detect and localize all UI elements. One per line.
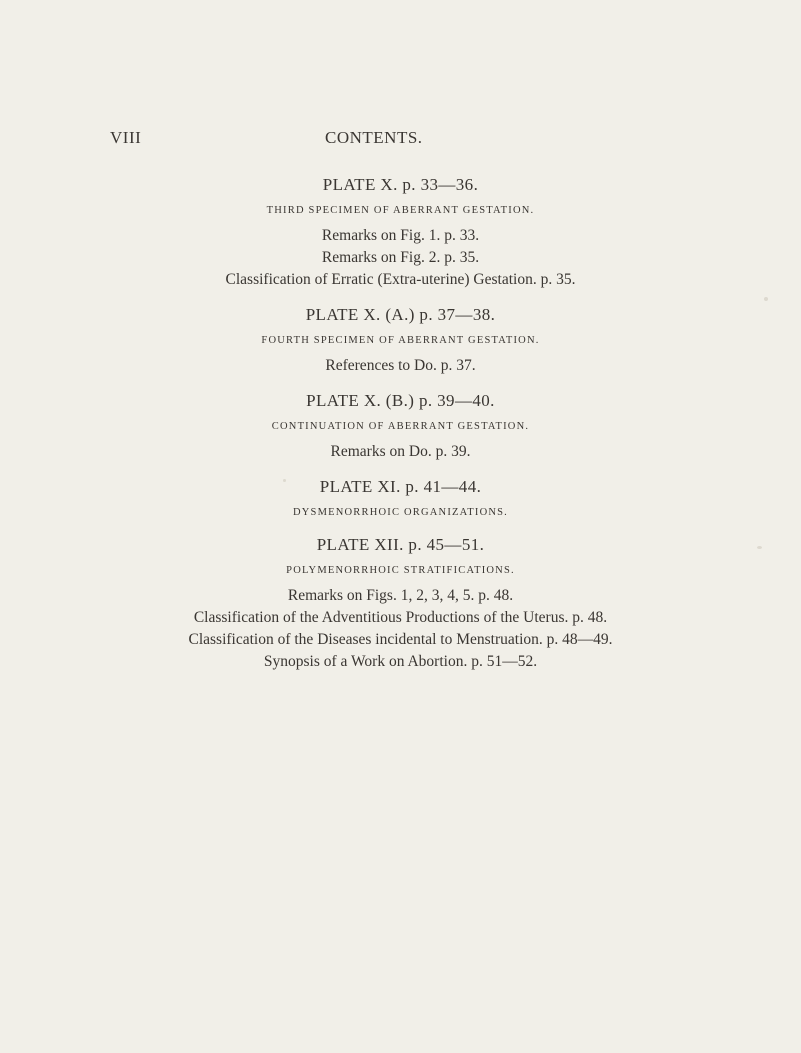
toc-section-plate-x bbox=[0, 174, 801, 291]
table-of-contents bbox=[0, 174, 801, 686]
entry-list bbox=[0, 585, 801, 673]
toc-entry: Remarks on Fig. 2. p. 35. bbox=[321, 249, 480, 266]
running-head: CONTENTS. bbox=[325, 128, 423, 147]
toc-section-plate-xii bbox=[0, 534, 801, 673]
toc-section-plate-x-a bbox=[0, 304, 801, 377]
plate-subject: FOURTH SPECIMEN OF ABERRANT GESTATION. bbox=[261, 335, 540, 346]
toc-entry: Remarks on Fig. 1. p. 33. bbox=[321, 227, 480, 244]
plate-subject: DYSMENORRHOIC ORGANIZATIONS. bbox=[292, 507, 509, 518]
plate-heading: PLATE X. (A.) p. 37—38. bbox=[305, 305, 496, 324]
toc-entry: Synopsis of a Work on Abortion. p. 51—52. bbox=[263, 653, 538, 670]
toc-entry: Classification of Erratic (Extra-uterine) Gestation. p. 35. bbox=[225, 271, 576, 288]
toc-section-plate-x-b bbox=[0, 390, 801, 463]
toc-entry: Classification of the Adventitious Productions of the Uterus. p. 48. bbox=[193, 609, 608, 626]
toc-section-plate-xi bbox=[0, 476, 801, 521]
toc-entry: Remarks on Do. p. 39. bbox=[330, 443, 471, 460]
paper-blemish bbox=[757, 546, 762, 549]
toc-entry: Classification of the Diseases incidental to Menstruation. p. 48—49. bbox=[188, 631, 613, 648]
plate-heading: PLATE XI. p. 41—44. bbox=[319, 477, 482, 496]
paper-blemish bbox=[764, 297, 768, 301]
toc-entry: References to Do. p. 37. bbox=[325, 357, 476, 374]
plate-subject: CONTINUATION OF ABERRANT GESTATION. bbox=[271, 421, 530, 432]
entry-list bbox=[0, 355, 801, 377]
plate-heading: PLATE X. p. 33—36. bbox=[322, 175, 479, 194]
entry-list bbox=[0, 225, 801, 291]
plate-heading: PLATE XII. p. 45—51. bbox=[316, 535, 485, 554]
paper-blemish bbox=[283, 479, 286, 482]
toc-entry: Remarks on Figs. 1, 2, 3, 4, 5. p. 48. bbox=[287, 587, 514, 604]
entry-list bbox=[0, 441, 801, 463]
plate-subject: POLYMENORRHOIC STRATIFICATIONS. bbox=[286, 565, 515, 576]
plate-subject: THIRD SPECIMEN OF ABERRANT GESTATION. bbox=[266, 205, 535, 216]
plate-heading: PLATE X. (B.) p. 39—40. bbox=[306, 391, 495, 410]
page-number: VIII bbox=[110, 128, 142, 147]
page-header bbox=[0, 128, 801, 150]
